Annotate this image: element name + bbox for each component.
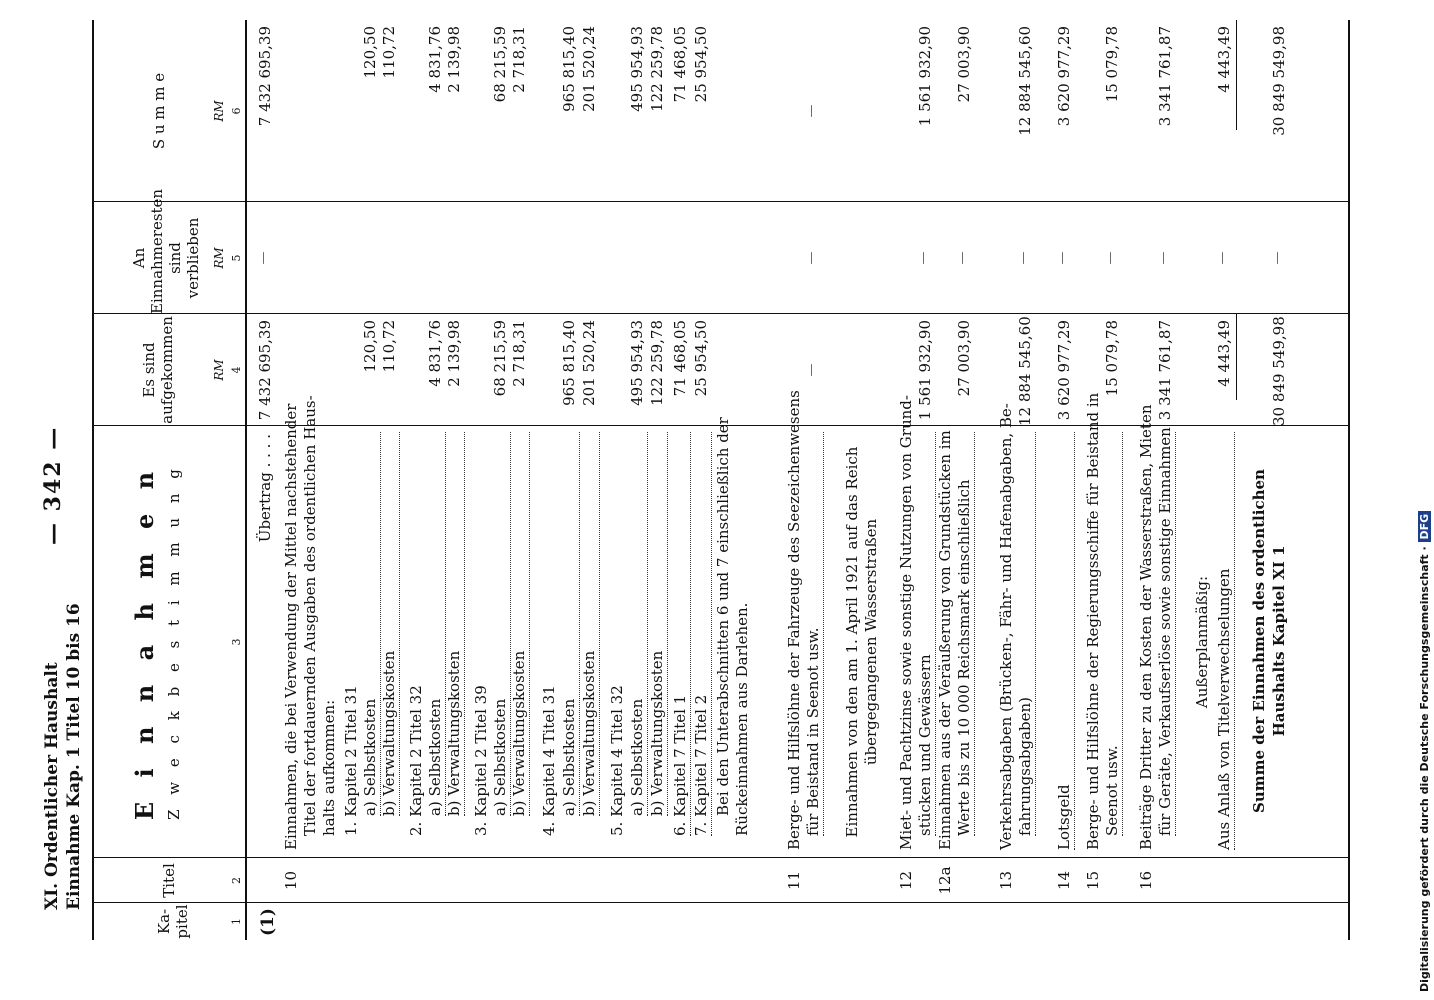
col-num-6: 6	[230, 107, 243, 115]
titel-12a: 12a	[936, 866, 954, 895]
col-divider-2	[92, 857, 1350, 858]
t10-group-3: 3. Kapitel 2 Titel 39	[472, 685, 490, 836]
titel-16: 16	[1137, 870, 1155, 891]
t10-g4-a: a) Selbstkosten	[560, 432, 580, 816]
t10-g1-b-c4: 110,72	[380, 320, 398, 373]
t11-c5: —	[804, 251, 819, 265]
summe-c6: 30 849 549,98	[1270, 26, 1288, 136]
col-num-3: 3	[230, 638, 243, 646]
titel-15: 15	[1084, 870, 1102, 891]
uebertrag-c5: —	[256, 251, 271, 265]
col-head-einnahmen: E i n n a h m e n	[130, 463, 159, 821]
t16-c6: 3 341 761,87	[1156, 26, 1174, 127]
t11-line-1: Berge- und Hilfslöhne der Fahrzeuge des Seezeichenwesens	[785, 390, 803, 850]
t10-g5-b-c4: 122 259,78	[648, 320, 666, 406]
t16-line-2: für Geräte, Verkaufserlöse sowie sonstige Einnahmen	[1156, 427, 1174, 836]
t10-g5-b: b) Verwaltungskosten	[648, 432, 668, 816]
t12a-c4: 27 003,90	[955, 320, 973, 397]
table-top-rule	[92, 20, 94, 940]
t14-c6: 3 620 977,29	[1055, 26, 1073, 127]
col-num-4: 4	[230, 366, 243, 374]
t10-group-2: 2. Kapitel 2 Titel 32	[407, 685, 425, 836]
t12-c6: 1 561 932,90	[916, 26, 934, 127]
table-bottom-rule	[1348, 20, 1350, 940]
summe-line-1: Summe der Einnahmen des ordentlichen	[1250, 469, 1268, 813]
t10-g3-a: a) Selbstkosten	[491, 432, 511, 816]
ausserplan-heading: Außerplanmäßig:	[1193, 575, 1211, 709]
t10-g2-b-c4: 2 139,98	[445, 320, 463, 387]
col-num-5: 5	[230, 254, 243, 262]
titel-11: 11	[785, 870, 803, 891]
ausserplan-c4: 4 443,49	[1215, 320, 1233, 387]
t10-g1-a: a) Selbstkosten	[361, 432, 381, 816]
t12-c4: 1 561 932,90	[916, 320, 934, 421]
ausserplan-c5: —	[1215, 251, 1230, 265]
t13-c4: 12 884 545,60	[1016, 316, 1034, 426]
t10-g4-b-c4: 201 520,24	[580, 320, 598, 406]
t10-g1-a-c6: 120,50	[361, 26, 379, 79]
col-head-kapitel: Ka- pitel	[155, 904, 191, 939]
t12a-c5: —	[955, 251, 970, 265]
ausserplan-c6: 4 443,49	[1215, 26, 1233, 93]
t14-line-1: Lotsgeld	[1055, 432, 1075, 850]
header-bottom-rule	[245, 20, 247, 940]
t11-c4: —	[804, 363, 819, 377]
t10-note-1: Bei den Unterabschnitten 6 und 7 einschließlich der	[714, 417, 732, 816]
t10-g3-a-c6: 68 215,59	[491, 26, 509, 103]
t10-g4-b: b) Verwaltungskosten	[580, 432, 600, 816]
t10-k7: 7. Kapitel 7 Titel 2	[692, 432, 712, 836]
t10-g4-a-c4: 965 815,40	[560, 320, 578, 406]
col-head-zweckbestimmung: Z w e c k b e s t i m m u n g	[165, 464, 183, 820]
t10-intro-3: halts aufkommen:	[320, 699, 338, 836]
t10-g1-b-c6: 110,72	[380, 26, 398, 79]
t13-line-2: fahrungsabgaben)	[1016, 432, 1036, 836]
t10-intro-2: Titel der fortdauernden Ausgaben des ordentlichen Haus-	[301, 395, 319, 836]
interim-heading-1: Einnahmen von den am 1. April 1921 auf das Reich	[843, 446, 861, 838]
t11-c6: —	[804, 104, 819, 118]
unit-c4: RM	[212, 359, 226, 381]
t15-c4: 15 079,78	[1103, 320, 1121, 397]
t10-g1-b: b) Verwaltungskosten	[380, 432, 400, 816]
t11-line-2: für Beistand in Seenot usw.	[804, 432, 824, 836]
t13-line-1: Verkehrsabgaben (Brücken-, Fähr- und Hafenabgaben, Be-	[997, 403, 1015, 850]
t10-g2-b: b) Verwaltungskosten	[445, 432, 465, 816]
t10-k6-c6: 71 468,05	[671, 26, 689, 103]
t16-line-1: Beiträge Dritter zu den Kosten der Wasserstraßen, Mieten	[1137, 404, 1155, 850]
t10-g2-a: a) Selbstkosten	[426, 432, 446, 816]
digitization-footer	[1418, 8, 1434, 992]
t10-g5-a: a) Selbstkosten	[628, 432, 648, 816]
col-head-aufgekommen: Es sind aufgekommen	[140, 316, 176, 424]
t12a-line-1: Einnahmen aus der Veräußerung von Grundstücken im	[936, 430, 954, 850]
summe-line-2: Haushalts Kapitel XI 1	[1270, 545, 1288, 737]
t15-line-1: Berge- und Hilfslöhne der Regierungsschiffe für Beistand in	[1084, 392, 1102, 850]
t12a-c6: 27 003,90	[955, 26, 973, 103]
footer-text: Digitalisierung gefördert durch die Deutsche Forschungsgemeinschaft ·	[1418, 546, 1431, 992]
t10-intro-1: Einnahmen, die bei Verwendung der Mittel nachstehender	[282, 403, 300, 850]
t10-g1-a-c4: 120,50	[361, 320, 379, 373]
t12-c5: —	[916, 251, 931, 265]
uebertrag-c6: 7 432 695,39	[256, 26, 274, 127]
t10-g4-a-c6: 965 815,40	[560, 26, 578, 112]
t10-group-1: 1. Kapitel 2 Titel 31	[342, 685, 360, 836]
t10-g3-b-c4: 2 718,31	[510, 320, 528, 387]
t10-k7-c6: 25 954,50	[692, 26, 710, 103]
t10-k6-c4: 71 468,05	[671, 320, 689, 397]
t15-c6: 15 079,78	[1103, 26, 1121, 103]
t14-c4: 3 620 977,29	[1055, 320, 1073, 421]
col-head-summe: S u m m e	[150, 72, 168, 150]
col-head-titel: Titel	[160, 863, 178, 898]
t10-g4-b-c6: 201 520,24	[580, 26, 598, 112]
interim-heading-2: übergegangenen Wasserstraßen	[862, 518, 880, 766]
t15-line-2: Seenot usw.	[1103, 432, 1123, 836]
col-num-2: 2	[230, 877, 243, 884]
t10-g5-a-c4: 495 954,93	[628, 320, 646, 406]
t12-line-1: Miet- und Pachtzinse sowie sonstige Nutzungen von Grund-	[897, 395, 915, 850]
t10-g3-b: b) Verwaltungskosten	[510, 432, 530, 816]
t10-g5-b-c6: 122 259,78	[648, 26, 666, 112]
t10-k6: 6. Kapitel 7 Titel 1	[671, 432, 691, 836]
col-num-1: 1	[230, 918, 243, 925]
t13-c6: 12 884 545,60	[1016, 26, 1034, 136]
t15-c5: —	[1103, 251, 1118, 265]
header-line-2: Einnahme Kap. 1 Titel 10 bis 16	[64, 603, 84, 910]
unit-c6: RM	[212, 100, 226, 122]
t10-g2-a-c4: 4 831,76	[426, 320, 444, 387]
t10-g3-b-c6: 2 718,31	[510, 26, 528, 93]
t10-k7-c4: 25 954,50	[692, 320, 710, 397]
summe-c5: —	[1270, 251, 1285, 265]
sum-rule-c4	[1236, 314, 1237, 400]
t10-note-2: Rückeinnahmen aus Darlehen.	[733, 602, 751, 836]
titel-12: 12	[897, 870, 915, 891]
t10-g3-a-c4: 68 215,59	[491, 320, 509, 397]
t13-c5: —	[1016, 251, 1031, 265]
unit-c5: RM	[212, 247, 226, 269]
ausserplan-label: Aus Anlaß von Titelverwechselungen	[1215, 432, 1235, 850]
t16-c4: 3 341 761,87	[1156, 320, 1174, 421]
titel-14: 14	[1055, 870, 1073, 891]
t12-line-2: stücken und Gewässern	[916, 432, 936, 836]
summe-c4: 30 849 549,98	[1270, 316, 1288, 426]
kapitel-number: (1)	[258, 908, 278, 936]
t14-c5: —	[1055, 251, 1070, 265]
t16-c5: —	[1156, 251, 1171, 265]
titel-10: 10	[282, 870, 300, 891]
titel-13: 13	[997, 870, 1015, 891]
t10-group-5: 5. Kapitel 4 Titel 32	[608, 685, 626, 836]
t10-g5-a-c6: 495 954,93	[628, 26, 646, 112]
header-line-1: XI. Ordentlicher Haushalt	[42, 662, 62, 910]
col-divider-1	[92, 902, 1350, 903]
t10-g2-a-c6: 4 831,76	[426, 26, 444, 93]
t10-group-4: 4. Kapitel 4 Titel 31	[540, 685, 558, 836]
uebertrag-c4: 7 432 695,39	[256, 320, 274, 421]
dfg-logo: DFG	[1418, 511, 1431, 543]
t10-g2-b-c6: 2 139,98	[445, 26, 463, 93]
uebertrag-label: Übertrag . . . .	[256, 434, 274, 543]
page-number: — 342 —	[40, 425, 66, 545]
col-head-einnahmereste: An Einnahmeresten sind verblieben	[130, 188, 202, 314]
sum-rule-c6	[1236, 20, 1237, 130]
t12a-line-2: Werte bis zu 10 000 Reichsmark einschließlich	[955, 432, 975, 836]
